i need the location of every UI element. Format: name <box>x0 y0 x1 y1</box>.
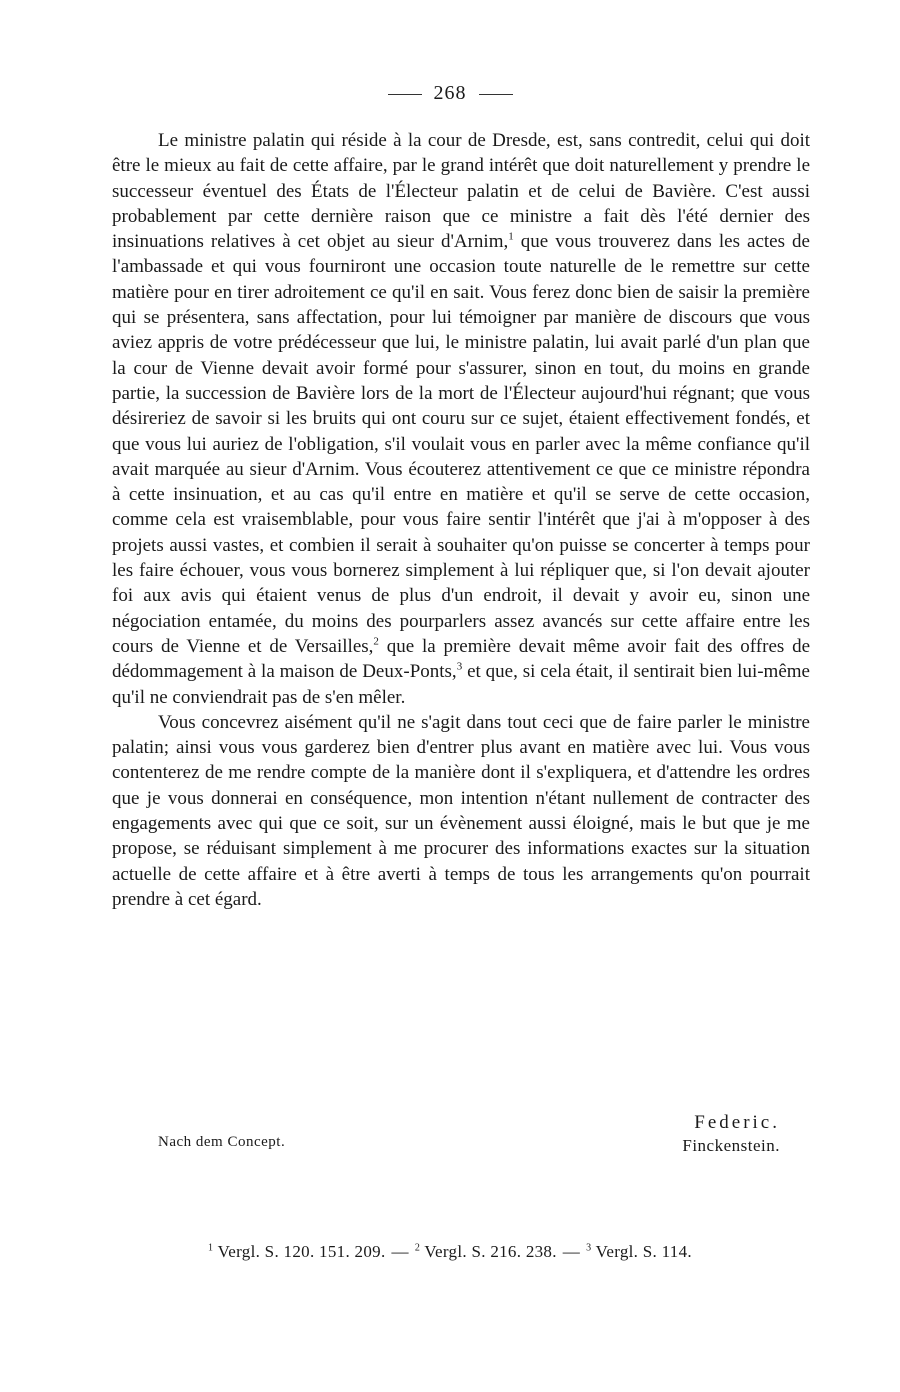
footnote-ref: 1 <box>508 230 514 243</box>
signature-first: Federic. <box>694 1112 780 1133</box>
paragraph-text: Vous concevrez aisément qu'il ne s'agit dans tout ceci que de faire parler le ministre palatin; ainsi vous vous garderez bien d'entrer plus avant en matière avec lui. Vous vous contenterez de me rendre compte de la manière dont il s'expliquera, et d'attendre les ordres que je vous donnerai en conséquence, mon intention n'étant nullement de contracter des engagements avec qui que ce soit, sur un évènement aussi éloigné, mais le but que je me propose, se réduisant simplement à me procurer des informations exactes sur la situation actuelle de cette affaire et à être averti à temps de tous les arrangements qu'on pourrait prendre à cet égard. <box>112 711 810 910</box>
paragraph-text: Le ministre palatin qui réside à la cour de Dresde, est, sans contredit, celui qui doit être le mieux au fait de cette affaire, par le grand intérêt que doit naturellement y prendre le successeur éventuel des États de l'Électeur palatin et de celui de Bavière. C'est aussi probablement par cette dernière raison que ce ministre a fait dès l'été dernier des insinuations relatives à cet objet au sieur d'Arnim, <box>112 130 810 253</box>
footnote-ref: 3 <box>456 660 463 673</box>
footnote-item <box>415 1242 557 1261</box>
footnote-number: 1 <box>208 1242 214 1254</box>
letter-body <box>112 128 810 912</box>
footnote-number: 2 <box>414 1242 421 1254</box>
paragraph-text: et que, si cela était, il sentirait bien lui-même qu'il ne conviendrait pas de s'en mêler. <box>112 661 810 708</box>
body-paragraph <box>112 128 810 710</box>
footnote-item <box>586 1242 692 1261</box>
footnote-ref: 2 <box>373 635 379 648</box>
source-note: Nach dem Concept. <box>158 1134 286 1150</box>
closing-block <box>112 1108 810 1168</box>
footnote-text: Vergl. S. 216. 238. <box>420 1242 557 1261</box>
body-paragraph <box>112 710 810 912</box>
footnote-separator: — <box>391 1242 409 1261</box>
paragraph-text: que la première devait même avoir fait des offres de dédommagement à la maison de Deux-Ponts, <box>112 635 811 683</box>
header-rule-right <box>479 94 513 95</box>
header-rule-left <box>388 94 422 95</box>
footnotes <box>0 1242 900 1262</box>
footnote-text: Vergl. S. 114. <box>591 1242 692 1261</box>
signature-second: Finckenstein. <box>682 1136 780 1155</box>
page-number: 268 <box>433 82 467 104</box>
paragraph-text: que vous trouverez dans les actes de l'ambassade et qui vous fourniront une occasion toute naturelle de le remettre sur cette matière pour en tirer adroitement ce qu'il en sait. Vous ferez donc bien de saisir la première qui se présentera, sans affectation, pour lui témoigner par manière de discours que vous aviez appris de votre prédécesseur que lui, le ministre palatin, lui avait parlé d'un plan que la cour de Vienne devait avoir formé pour s'assurer, sinon en tout, du moins en grande partie, la succession de Bavière lors de la mort de l'Électeur aujourd'hui régnant; que vous désireriez de savoir si les bruits qui ont couru sur ce sujet, étaient effectivement fondés, et que vous lui auriez de l'obligation, s'il voulait vous en parler avec la même confiance qu'il avait marquée au sieur d'Arnim. Vous écouterez attentivement ce que ce ministre répondra à cette insinuation, et au cas qu'il entre en matière et qu'il se serve de cette occasion, comme cela est vraisemblable, pour vous faire sentir l'intérêt que j'ai à m'opposer à des projets aussi vastes, et combien il serait à souhaiter qu'on puisse se concerter à temps pour les faire échouer, vous vous bornerez simplement à lui répliquer que, si l'on devait ajouter foi aux avis qui étaient venus de plus d'un endroit, il devait y avoir eu, sinon une négociation entamée, du moins des pourparlers assez avancés sur cette affaire entre les cours de Vienne et de Versailles, <box>112 231 810 657</box>
page-number-header <box>0 82 900 105</box>
footnote-separator: — <box>562 1242 581 1261</box>
footnote-text: Vergl. S. 120. 151. 209. <box>213 1242 386 1261</box>
footnote-number: 3 <box>586 1242 592 1254</box>
footnote-item <box>208 1242 385 1261</box>
